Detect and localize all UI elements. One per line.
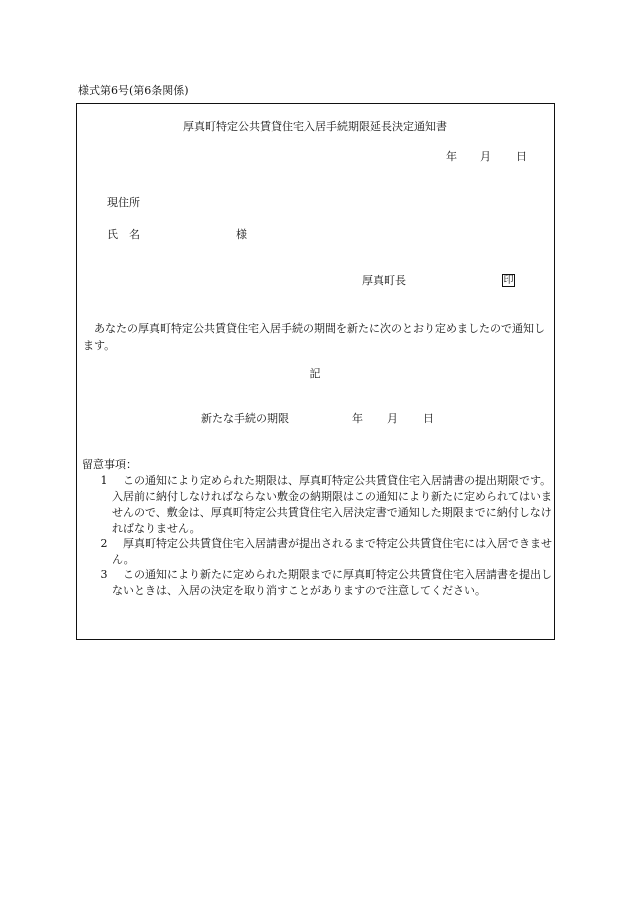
deadline-day-label: 日: [423, 412, 434, 425]
seal-stamp: 印: [503, 274, 514, 286]
note-number: 1: [100, 474, 108, 487]
note-text: 厚真町特定公共賃貸住宅入居請書が提出されるまで特定公共賃貸住宅には入居できません。: [112, 537, 552, 566]
address-label: 現住所: [107, 196, 140, 209]
note-number: 2: [100, 537, 108, 550]
note-item: [82, 567, 552, 599]
issuer-title: 厚真町長: [362, 274, 406, 287]
date-month-label: 月: [480, 150, 491, 163]
notification-body: あなたの厚真町特定公共賃貸住宅入居手続の期間を新たに次のとおり定めましたので通知します。: [83, 322, 545, 352]
note-item: [82, 473, 552, 537]
document-title: 厚真町特定公共賃貸住宅入居手続期限延長決定通知書: [183, 120, 447, 133]
deadline-label: 新たな手続の期限: [201, 412, 289, 425]
note-item: [82, 536, 552, 568]
form-number-label: 様式第6号(第6条関係): [78, 84, 189, 97]
deadline-year-label: 年: [352, 412, 363, 425]
date-day-label: 日: [516, 150, 527, 163]
note-number: 3: [100, 568, 108, 581]
name-label: 氏 名: [107, 228, 140, 241]
ki-marker: 記: [309, 367, 321, 380]
honorific-suffix: 様: [236, 228, 247, 241]
note-text: この通知により新たに定められた期限までに厚真町特定公共賃貸住宅入居請書を提出しないときは、入居の決定を取り消すことがありますので注意してください。: [112, 568, 552, 597]
notes-heading: 留意事項：: [82, 458, 137, 471]
deadline-month-label: 月: [387, 412, 398, 425]
date-year-label: 年: [446, 150, 457, 163]
note-text: この通知により定められた期限は、厚真町特定公共賃貸住宅入居請書の提出期限です。入居前に納付しなければならない敷金の納期限はこの通知により新たに定められてはいませんので、敷金は、厚真町特定公共賃貸住宅入居決定書で通知した期限までに納付しなければなりません。: [112, 474, 552, 535]
